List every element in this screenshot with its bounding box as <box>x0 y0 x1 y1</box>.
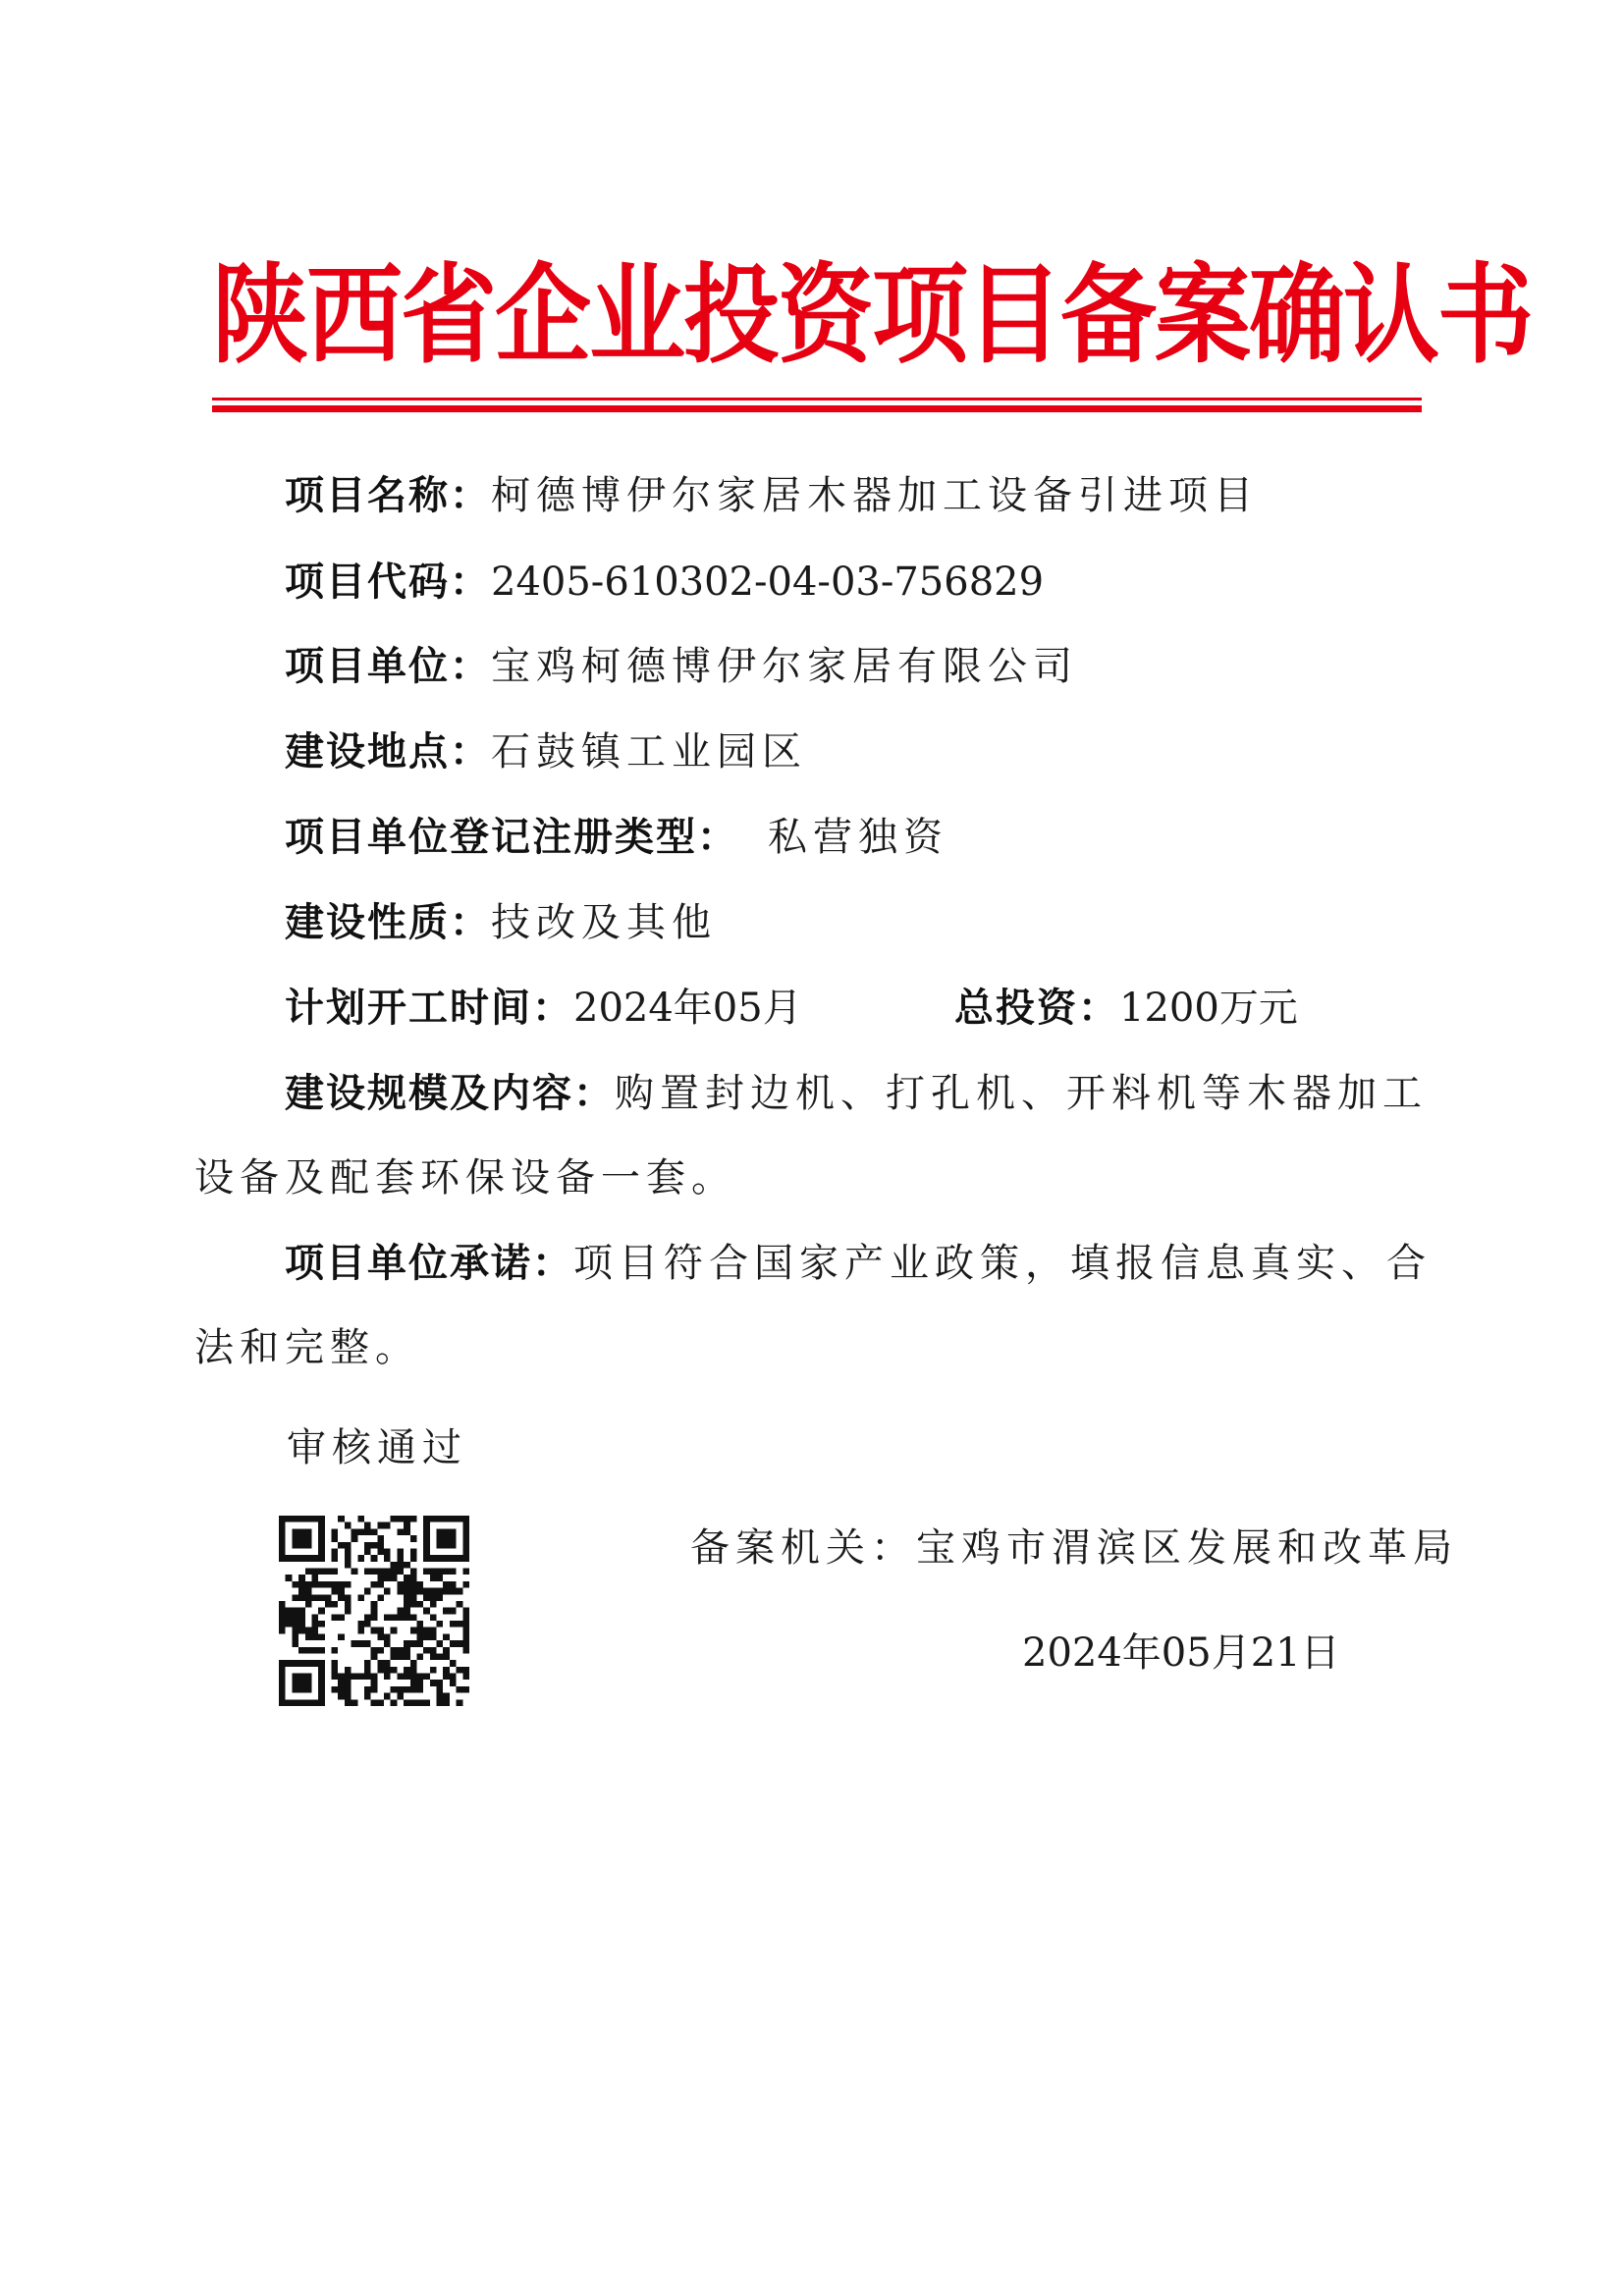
document-title: 陕西省企业投资项目备案确认书 <box>212 252 1533 379</box>
title-rule-thin <box>212 398 1422 400</box>
start-time-row <box>285 979 802 1038</box>
scale-value-line2: 设备及配套环保设备一套。 <box>194 1155 736 1201</box>
total-investment-label: 总投资： <box>954 986 1119 1031</box>
registration-type-row <box>285 808 948 867</box>
site-label: 建设地点： <box>285 729 491 774</box>
project-name-value: 柯德博伊尔家居木器加工设备引进项目 <box>491 473 1259 518</box>
project-name-row <box>285 466 1259 525</box>
project-code-label: 项目代码： <box>285 560 491 605</box>
nature-value: 技改及其他 <box>491 900 717 945</box>
nature-row <box>285 893 717 952</box>
project-unit-row <box>285 637 1078 696</box>
scale-row <box>285 1064 1428 1123</box>
site-value: 石鼓镇工业园区 <box>491 729 807 774</box>
project-code-row <box>285 553 1044 612</box>
total-investment-row <box>954 979 1298 1038</box>
commitment-value-line2: 法和完整。 <box>194 1325 420 1370</box>
commitment-label: 项目单位承诺： <box>285 1241 573 1286</box>
project-unit-label: 项目单位： <box>285 644 491 689</box>
nature-label: 建设性质： <box>285 900 491 945</box>
scale-label: 建设规模及内容： <box>285 1071 615 1116</box>
project-unit-value: 宝鸡柯德博伊尔家居有限公司 <box>491 644 1078 689</box>
title-rule-thick <box>212 405 1422 412</box>
qr-code-icon <box>279 1516 469 1706</box>
registration-type-value: 私营独资 <box>768 815 948 860</box>
project-code-value: 2405-610302-04-03-756829 <box>491 560 1045 605</box>
start-time-value: 2024年05月 <box>573 986 802 1031</box>
commitment-row <box>285 1234 1432 1293</box>
filing-date: 2024年05月21日 <box>1022 1630 1340 1676</box>
total-investment-value: 1200万元 <box>1119 986 1298 1031</box>
filing-authority: 备案机关：宝鸡市渭滨区发展和改革局 <box>690 1525 1458 1571</box>
scale-value-line1: 购置封边机、打孔机、开料机等木器加工 <box>615 1071 1428 1116</box>
start-time-label: 计划开工时间： <box>285 986 573 1031</box>
commitment-value-line1: 项目符合国家产业政策，填报信息真实、合 <box>573 1241 1432 1286</box>
registration-type-label: 项目单位登记注册类型： <box>285 815 738 860</box>
project-name-label: 项目名称： <box>285 473 491 518</box>
review-status: 审核通过 <box>287 1425 467 1470</box>
site-row <box>285 722 807 781</box>
